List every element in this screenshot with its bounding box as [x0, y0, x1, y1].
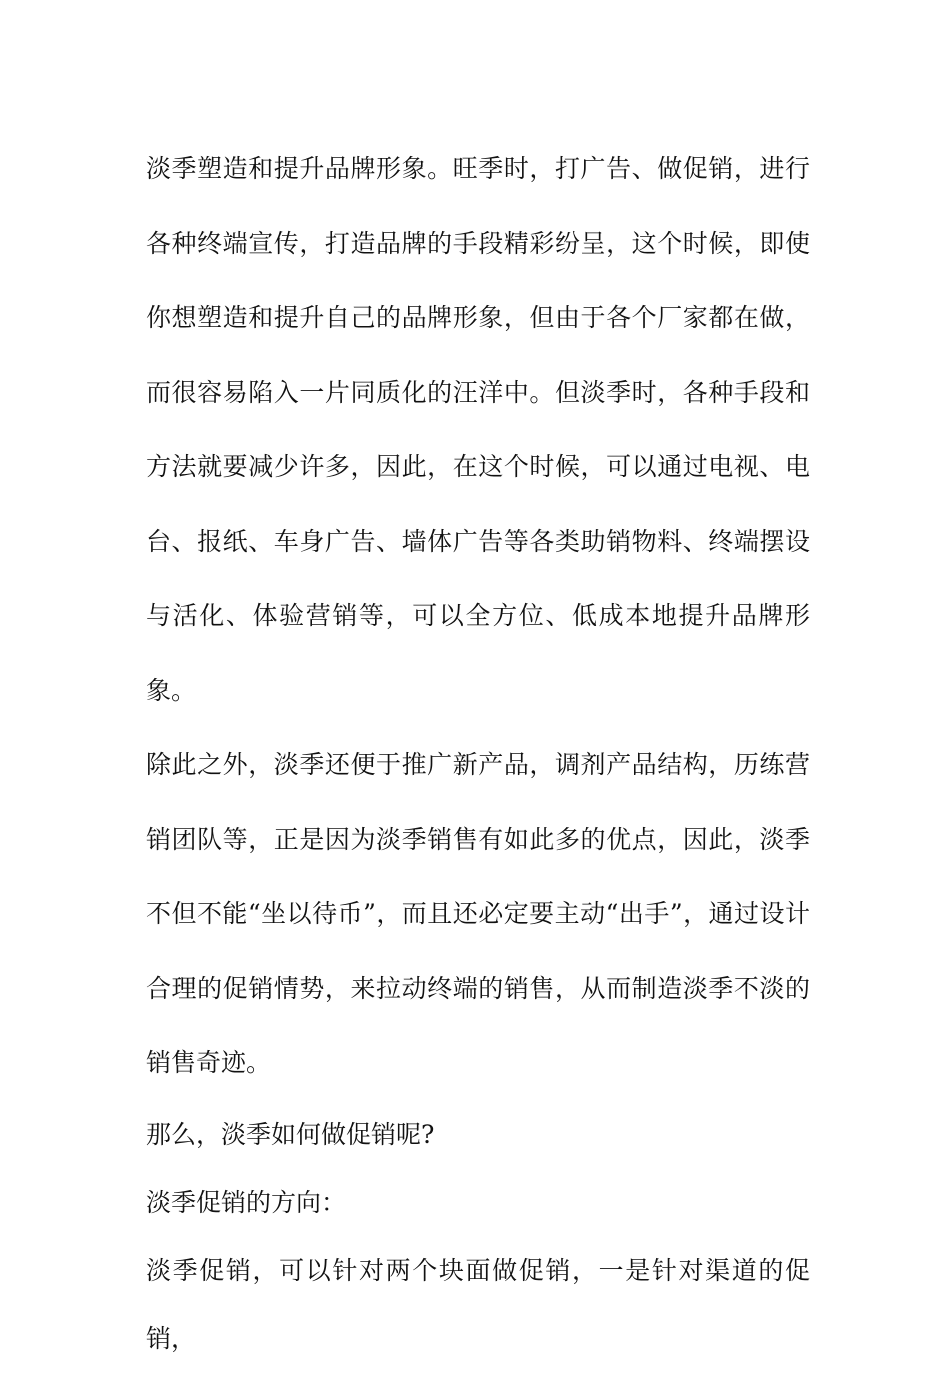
- paragraph-other-advantages: 除此之外，淡季还便于推广新产品，调剂产品结构，历练营销团队等，正是因为淡季销售有如此多的优点，因此，淡季不但不能“坐以待币”，而且还必定要主动“出手”，通过设计合理的促销情势，来拉动终端的销售，从而制造淡季不淡的销售奇迹。: [146, 750, 810, 1077]
- paragraph-brand-image: 淡季塑造和提升品牌形象。旺季时，打广告、做促销，进行各种终端宣传，打造品牌的手段精彩纷呈，这个时候，即使你想塑造和提升自己的品牌形象，但由于各个厂家都在做，而很容易陷入一片同质化的汪洋中。但淡季时，各种手段和方法就要减少许多，因此，在这个时候，可以通过电视、电台、报纸、车身广告、墙体广告等各类助销物料、终端摆设与活化、体验营销等，可以全方位、低成本地提升品牌形象。: [146, 154, 810, 705]
- paragraph-direction-heading: 淡季促销的方向：: [146, 1187, 347, 1217]
- paragraph-question: 那么，淡季如何做促销呢?: [146, 1119, 435, 1149]
- paragraph-direction-body: 淡季促销，可以针对两个块面做促销，一是针对渠道的促销，: [146, 1255, 810, 1353]
- document-body: [146, 132, 810, 1373]
